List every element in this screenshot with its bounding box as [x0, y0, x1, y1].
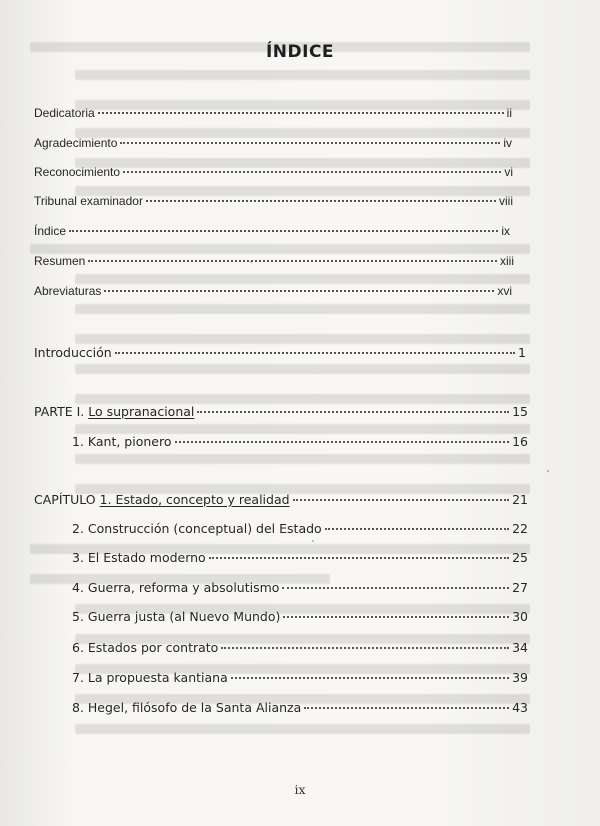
toc-entry-agradecimiento: [34, 136, 512, 150]
toc-entry-page: 25: [512, 550, 528, 565]
toc-entry-reconocimiento: [34, 165, 513, 179]
toc-entry-page: xvi: [497, 284, 512, 298]
toc-entry-chapter-item: [72, 550, 528, 565]
toc-entry-kant-pionero: [72, 434, 528, 449]
chapter-title: 1. Estado, concepto y realidad: [99, 492, 290, 507]
toc-entry-label: 6. Estados por contrato: [72, 640, 219, 655]
toc-entry-tribunal-examinador: [34, 194, 513, 208]
toc-entry-page: 1: [518, 345, 526, 360]
toc-entry-label: Índice: [34, 224, 67, 238]
toc-entry-chapter-item: [72, 580, 528, 595]
dot-leader: [282, 587, 509, 589]
toc-entry-page: vi: [504, 165, 513, 179]
toc-entry-page: xiii: [500, 254, 514, 268]
dot-leader: [69, 230, 498, 232]
toc-entry-label: [34, 404, 194, 419]
page-title: ÍNDICE: [265, 42, 335, 62]
toc-entry-label: 4. Guerra, reforma y absolutismo: [72, 580, 280, 595]
dot-leader: [293, 499, 510, 501]
dot-leader: [120, 142, 500, 144]
dot-leader: [304, 707, 509, 709]
dot-leader: [98, 112, 504, 114]
toc-entry-page: viii: [499, 194, 513, 208]
toc-entry-chapter-item: [72, 640, 528, 655]
toc-entry-page: ii: [506, 106, 512, 120]
toc-entry-label: 7. La propuesta kantiana: [72, 670, 228, 685]
toc-entry-chapter-1: [34, 492, 528, 507]
toc-entry-page: 34: [512, 640, 528, 655]
toc-entry-label: 2. Construcción (conceptual) del Estado: [72, 521, 322, 536]
paper-speck: [547, 470, 549, 472]
toc-entry-introduccion: [34, 345, 526, 360]
dot-leader: [231, 677, 509, 679]
chapter-prefix: CAPÍTULO: [34, 492, 96, 507]
toc-entry-label: Reconocimiento: [34, 165, 121, 179]
dot-leader: [115, 352, 515, 354]
toc-entry-part-1: [34, 404, 528, 419]
toc-entry-chapter-item: [72, 521, 528, 536]
paper-speck: [312, 540, 314, 542]
toc-entry-page: 27: [512, 580, 528, 595]
toc-entry-chapter-item: [72, 670, 528, 685]
toc-entry-page: 21: [512, 492, 528, 507]
toc-entry-page: 22: [512, 521, 528, 536]
paper-speck: [250, 261, 252, 263]
toc-entry-page: 16: [512, 434, 528, 449]
page-number: ix: [294, 782, 306, 797]
toc-entry-dedicatoria: [34, 106, 512, 120]
toc-entry-page: 39: [512, 670, 528, 685]
toc-entry-label: 5. Guerra justa (al Nuevo Mundo): [72, 609, 281, 624]
toc-entry-indice: [34, 224, 510, 238]
toc-entry-label: [34, 492, 290, 507]
dot-leader: [88, 260, 497, 262]
toc-entry-label: Abreviaturas: [34, 284, 102, 298]
toc-entry-label: 1. Kant, pionero: [72, 434, 172, 449]
toc-entry-label: 3. El Estado moderno: [72, 550, 206, 565]
toc-entry-label: Dedicatoria: [34, 106, 95, 120]
toc-entry-resumen: [34, 254, 514, 268]
toc-entry-page: 30: [512, 609, 528, 624]
toc-entry-chapter-item: [72, 609, 528, 624]
toc-entry-abreviaturas: [34, 284, 512, 298]
toc-entry-chapter-item: [72, 700, 528, 715]
toc-entry-label: Resumen: [34, 254, 86, 268]
toc-entry-label: Tribunal examinador: [34, 194, 143, 208]
dot-leader: [209, 557, 509, 559]
toc-entry-page: 43: [512, 700, 528, 715]
toc-entry-label: 8. Hegel, filósofo de la Santa Alianza: [72, 700, 302, 715]
toc-entry-page: ix: [501, 224, 510, 238]
part-title: Lo supranacional: [88, 404, 195, 419]
dot-leader: [104, 290, 494, 292]
dot-leader: [325, 528, 509, 530]
toc-entry-label: Agradecimiento: [34, 136, 118, 150]
toc-entry-label: Introducción: [34, 345, 112, 360]
toc-entry-page: 15: [512, 404, 528, 419]
toc-entry-page: iv: [503, 136, 512, 150]
part-prefix: PARTE I.: [34, 404, 85, 419]
dot-leader: [197, 411, 509, 413]
dot-leader: [123, 171, 501, 173]
dot-leader: [283, 616, 509, 618]
dot-leader: [221, 647, 509, 649]
dot-leader: [175, 441, 510, 443]
dot-leader: [146, 200, 496, 202]
